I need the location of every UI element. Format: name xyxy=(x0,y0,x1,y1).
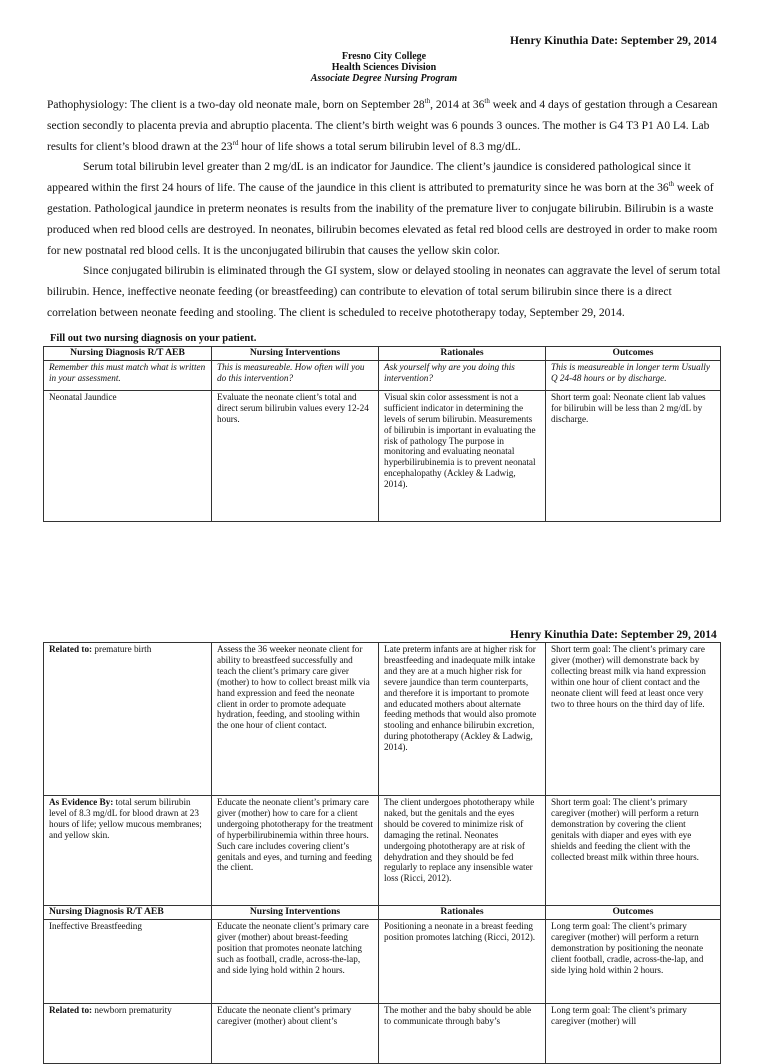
guide-cell: This is measureable in longer term Usually Q 24-48 hours or by discharge. xyxy=(546,360,721,390)
instruction: Fill out two nursing diagnosis on your patient. xyxy=(50,333,257,344)
rationale-cell: Positioning a neonate in a breast feeding position promotes latching (Ricci, 2012). xyxy=(379,919,546,1003)
guide-cell: Ask yourself why are you doing this intervention? xyxy=(379,360,546,390)
guide-row xyxy=(44,360,721,390)
header-outcomes: Outcomes xyxy=(546,347,721,361)
outcome-cell: Short term goal: Neonate client lab values for bilirubin will be less than 2 mg/dL by discharge. xyxy=(546,390,721,521)
outcome-cell: Long term goal: The client’s primary caregiver (mother) will perform a return demonstration by positioning the neonate client football, cradle, across-the-lap, and side lying hold within 2 hours. xyxy=(546,919,721,1003)
diagnosis-cell: Ineffective Breastfeeding xyxy=(44,919,212,1003)
diagnosis-table-2 xyxy=(43,642,721,1064)
header-interventions: Nursing Interventions xyxy=(212,347,379,361)
header-rationales: Rationales xyxy=(379,347,546,361)
outcome-cell: Short term goal: The client’s primary caregiver (mother) will perform a return demonstration by covering the client genitals with diaper and eyes with eye shields and feeding the client with the collected breast milk within three hours. xyxy=(546,796,721,906)
table-row xyxy=(44,390,721,521)
paragraph-1: Pathophysiology: The client is a two-day old neonate male, born on September 28th, 2014 at 36th week and 4 days of gestation through a Cesarean section secondly to placenta previa and abruptio placenta. The client’s birth weight was 6 pounds 3 ounces. The mother is G4 T3 P1 A0 L4. Lab results for client’s blood drawn at the 23rd hour of life shows a total serum bilirubin level of 8.3 mg/dL. xyxy=(47,97,718,153)
pathophysiology-section xyxy=(47,95,723,324)
paragraph-3: Since conjugated bilirubin is eliminated through the GI system, slow or delayed stooling in neonates can aggravate the level of serum total bilirubin. Hence, ineffective neonate feeding (or breastfeeding) can contribute to elevation of total serum bilirubin since there is a direct correlation between neonate feeding and stooling. The client is scheduled to receive phototherapy today, September 29, 2014. xyxy=(47,265,721,319)
document-header xyxy=(0,51,768,84)
intervention-cell: Educate the neonate client’s primary caregiver (mother) about client’s xyxy=(212,1003,379,1063)
diagnosis-cell: Neonatal Jaundice xyxy=(44,390,212,521)
intervention-cell: Assess the 36 weeker neonate client for ability to breastfeed successfully and teach the client’s primary care giver (mother) to how to collect breast milk via hand expression and feed the neonate client in order to promote adequate hydration, feeding, and stooling within the one hour of client contact. xyxy=(212,643,379,796)
rationale-cell: Late preterm infants are at higher risk for breastfeeding and inadequate milk intake and they are at a much higher risk for severe jaundice than term counterparts, and therefore it is important to promote and educated mothers about alternate feeding methods that would also promote stooling and enhance bilirubin excretion, during phototherapy (Ackley & Ladwig, 2014). xyxy=(379,643,546,796)
header-diagnosis: Nursing Diagnosis R/T AEB xyxy=(44,347,212,361)
author-date-page-2: Henry Kinuthia Date: September 29, 2014 xyxy=(510,629,717,641)
college-name: Fresno City College xyxy=(341,51,427,62)
rationale-cell: The mother and the baby should be able to communicate through baby’s xyxy=(379,1003,546,1063)
outcome-cell: Short term goal: The client’s primary care giver (mother) will demonstrate back by collecting breast milk via hand expression within one hour of client contact and the neonate client will feed at least once very two to three hours on the third day of life. xyxy=(546,643,721,796)
header-rationales: Rationales xyxy=(379,906,546,920)
guide-cell: Remember this must match what is written in your assessment. xyxy=(44,360,212,390)
division-name: Health Sciences Division xyxy=(331,62,437,73)
author-date: Henry Kinuthia Date: September 29, 2014 xyxy=(510,35,717,47)
intervention-cell: Educate the neonate client’s primary care giver (mother) how to care for a client undergoing phototherapy for the treatment of hyperbilirubinemia within three hours. Such care includes covering client’s genitals and eyes, and turning and feeding the client. xyxy=(212,796,379,906)
related-to-cell: Related to: newborn prematurity xyxy=(44,1003,212,1063)
evidence-cell: As Evidence By: total serum bilirubin level of 8.3 mg/dL for blood drawn at 23 hours of life; yellow mucous membranes; and yellow skin. xyxy=(44,796,212,906)
intervention-cell: Educate the neonate client’s primary care giver (mother) about breast-feeding position that promotes neonate latching such as football, cradle, across-the-lap, and side lying hold within 2 hours. xyxy=(212,919,379,1003)
header-diagnosis: Nursing Diagnosis R/T AEB xyxy=(44,906,212,920)
rationale-cell: The client undergoes phototherapy while naked, but the genitals and the eyes should be covered to minimize risk of damaging the retinal. Neonates undergoing phototherapy are at risk of dehydration and they should be fed regularly to replace any insensible water loss (Ricci, 2012). xyxy=(379,796,546,906)
table-header-row xyxy=(44,347,721,361)
related-to-cell: Related to: premature birth xyxy=(44,643,212,796)
outcome-cell: Long term goal: The client’s primary caregiver (mother) will xyxy=(546,1003,721,1063)
guide-cell: This is measureable. How often will you do this intervention? xyxy=(212,360,379,390)
header-outcomes: Outcomes xyxy=(546,906,721,920)
intervention-cell: Evaluate the neonate client’s total and direct serum bilirubin values every 12-24 hours. xyxy=(212,390,379,521)
table-row xyxy=(44,643,721,796)
header-interventions: Nursing Interventions xyxy=(212,906,379,920)
diagnosis-table-1 xyxy=(43,346,721,522)
table-row xyxy=(44,796,721,906)
paragraph-2: Serum total bilirubin level greater than 2 mg/dL is an indicator for Jaundice. The client’s jaundice is considered pathological since it appeared within the first 24 hours of life. The cause of the jaundice in this client is attributed to prematurity since he was born at the 36th week of gestation. Pathological jaundice in preterm neonates is results from the inability of the premature liver to conjugate bilirubin. Bilirubin is a waste produced when red blood cells are destroyed. In neonates, bilirubin becomes elevated as fetal red blood cells are destroyed in order to make room for new postnatal red blood cells. It is the unconjugated bilirubin that causes the yellow skin color. xyxy=(47,161,718,257)
table-row xyxy=(44,1003,721,1063)
rationale-cell: Visual skin color assessment is not a sufficient indicator in determining the levels of serum bilirubin. Measurements of bilirubin is important in evaluating the risk of pathology The purpose in monitoring and evaluating neonatal hyperbilirubinemia is to prevent neonatal encephalopathy (Ackley & Ladwig, 2014). xyxy=(379,390,546,521)
table-header-row xyxy=(44,906,721,920)
table-row xyxy=(44,919,721,1003)
program-name: Associate Degree Nursing Program xyxy=(310,73,458,84)
